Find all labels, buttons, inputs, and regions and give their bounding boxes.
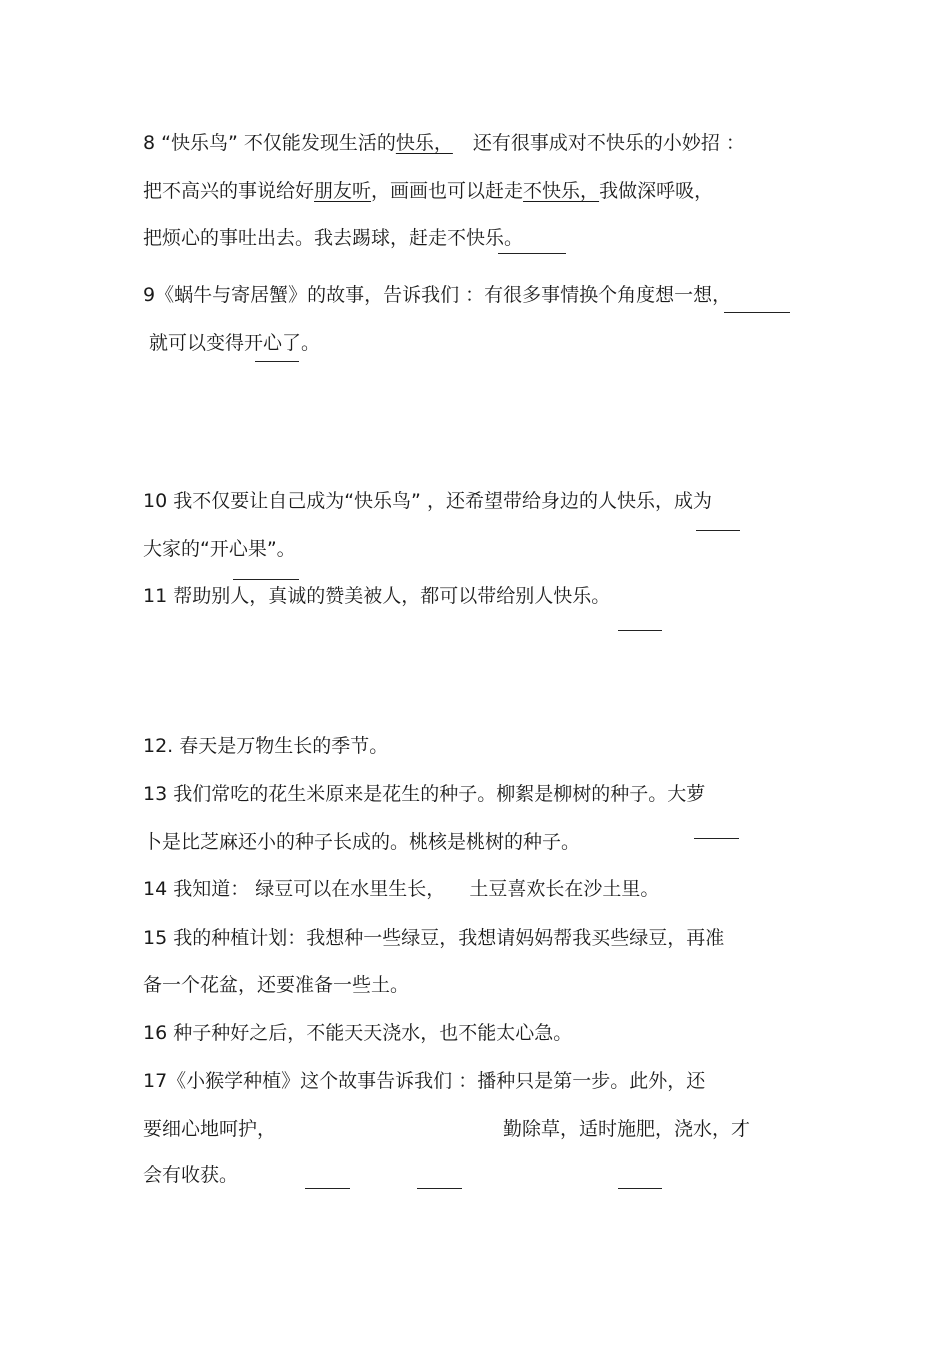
answer-blank [417,1188,462,1189]
item-17-line-2b: 勤除草，适时施肥，浇水，才 [503,1118,751,1140]
item-8-text-c: 把不高兴的事说给好 [143,180,315,202]
item-8-underlined-answer-2: 朋友听 [314,180,372,202]
answer-blank [618,630,662,631]
item-8-line-3: 把烦心的事吐出去。我去踢球，赶走不快乐。 [143,227,524,249]
item-10-line-2: 大家的“开心果”。 [143,538,296,560]
answer-blank [233,579,299,580]
answer-blank [618,1188,662,1189]
item-15-line-2: 备一个花盆，还要准备一些土。 [143,974,410,996]
item-8-text-b: 还有很事成对不快乐的小妙招 ： [472,132,745,154]
item-13-line-1: 13 我们常吃的花生米原来是花生的种子。柳絮是柳树的种子。大萝 [143,783,706,805]
item-12-line-1: 12. 春天是万物生长的季节。 [143,735,389,757]
item-10-line-1: 10 我不仅要让自己成为“快乐鸟” ，还希望带给身边的人快乐，成为 [143,490,712,512]
item-8-line-1 [143,131,745,155]
item-8-underlined-answer: 快乐， [395,132,453,154]
item-17-line-1: 17《小猴学种植》这个故事告诉我们 ：播种只是第一步。此外，还 [143,1070,706,1092]
item-17-line-2a: 要细心地呵护， [143,1118,277,1140]
answer-blank [694,838,739,839]
item-8-line-2 [143,179,713,203]
answer-blank [498,253,566,254]
item-8-underlined-answer-3: 不快乐， [523,180,600,202]
item-16-line-1: 16 种子种好之后，不能天天浇水，也不能太心急。 [143,1022,573,1044]
item-8-text-a: 8 “快乐鸟” 不仅能发现生活的 [143,132,396,154]
answer-blank [305,1188,350,1189]
item-17-line-3: 会有收获。 [143,1164,239,1186]
item-9-line-1: 9《蜗牛与寄居蟹》的故事，告诉我们 ：有很多事情换个角度想一想， [143,284,732,306]
item-8-text-d: ，画画也可以赶走 [371,180,524,202]
answer-blank [724,312,790,313]
answer-blank [255,361,299,362]
item-13-line-2: 卜是比芝麻还小的种子长成的。桃核是桃树的种子。 [143,831,581,853]
item-15-line-1: 15 我的种植计划：我想种一些绿豆，我想请妈妈帮我买些绿豆，再准 [143,927,725,949]
item-8-text-e: 我做深呼吸， [599,180,714,202]
item-11-line-1: 11 帮助别人，真诚的赞美被人，都可以带给别人快乐。 [143,585,611,607]
item-9-line-2: 就可以变得开心了。 [143,332,321,354]
item-14-line-1: 14 我知道： 绿豆可以在水里生长， 土豆喜欢长在沙土里。 [143,878,660,900]
answer-blank [696,530,740,531]
